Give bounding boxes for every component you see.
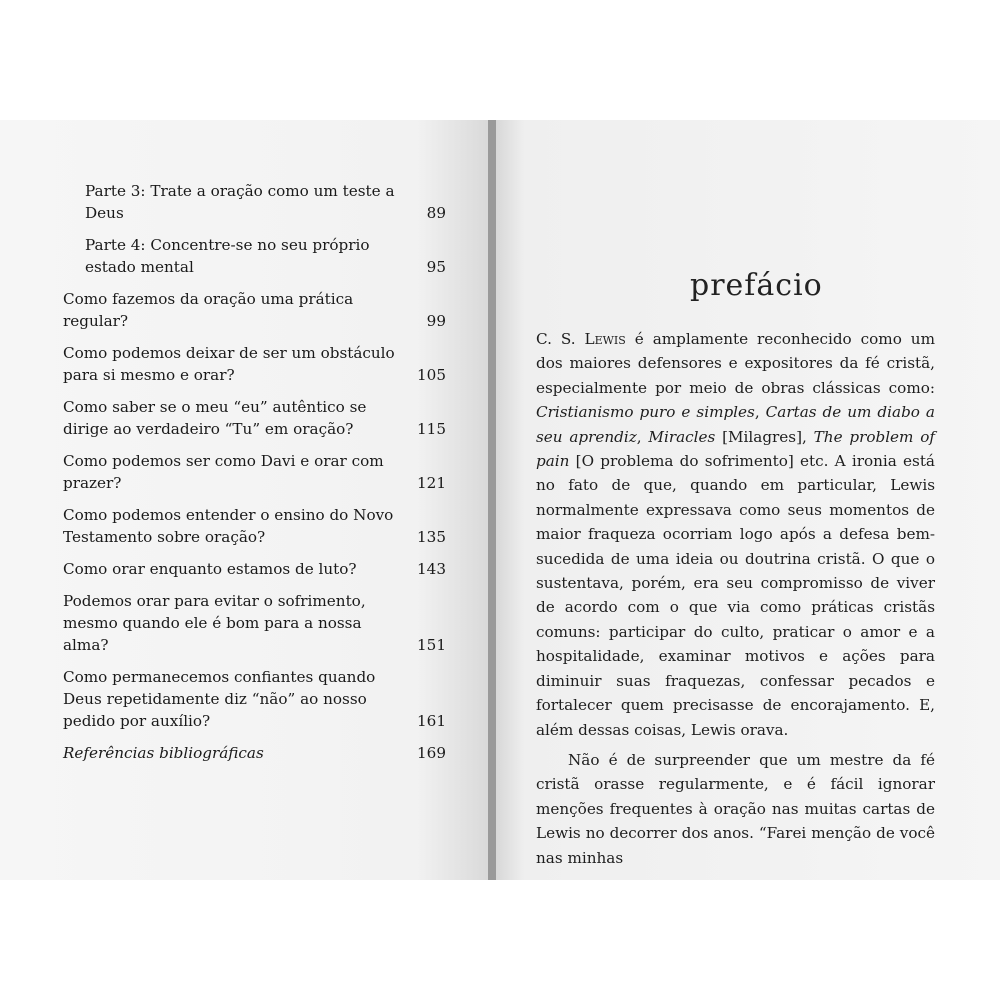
book-title: Cartas de um diabo a seu aprendiz	[536, 403, 935, 446]
text-run: [O problema do sofrimento] etc. A ironia está no fato de que, quando em particular, Lewis normalmente expressava como seus momentos de maior fraqueza ocorriam logo após a defesa bem-sucedida de uma ideia ou doutrina cristã. O que o sustentava, porém, era seu compromisso de viver de acordo com o que via como práticas cristãs comuns: participar do culto, praticar o amor e a hospitalidade, examinar motivos e ações para diminuir suas fraquezas, confessar pecados e fortalecer quem precisasse de encorajamento. E, além dessas coisas, Lewis orava.	[536, 452, 935, 739]
book-title: Miracles	[648, 427, 716, 446]
toc-entry-page: 95	[426, 258, 446, 276]
toc-entry-page: 135	[417, 528, 446, 546]
paragraph	[536, 327, 935, 742]
toc-entry	[63, 558, 446, 580]
toc-entry-page: 99	[426, 312, 446, 330]
toc-entry	[63, 450, 446, 494]
toc-entry-text: Como podemos entender o ensino do Novo Testamento sobre oração?	[63, 506, 394, 546]
toc-entry-page: 161	[417, 712, 446, 730]
toc-entry-text: Como fazemos da oração uma prática regular?	[63, 290, 354, 330]
text-run: ,	[636, 427, 649, 446]
toc-entry-text: Parte 4: Concentre-se no seu próprio estado mental	[85, 236, 370, 276]
toc-entry-page: 89	[426, 204, 446, 222]
toc-entry	[63, 666, 446, 732]
toc-entry-page: 143	[417, 560, 446, 578]
toc-entry	[63, 396, 446, 440]
toc-entry-text: Como podemos ser como Davi e orar com prazer?	[63, 452, 384, 492]
toc-entry	[63, 342, 446, 386]
toc-entry	[63, 288, 446, 332]
toc-entry	[63, 504, 446, 548]
text-run: é amplamente reconhecido como um dos maiores defensores e expositores da fé cristã, especialmente por meio de obras clássicas como:	[536, 330, 935, 397]
toc-entry-text: Como permanecemos confiantes quando Deus repetidamente diz “não” ao nosso pedido por auxílio?	[63, 668, 376, 730]
author-name: C. S. Lewis	[536, 330, 626, 348]
paragraph: Não é de surpreender que um mestre da fé cristã orasse regularmente, e é fácil ignorar menções frequentes à oração nas muitas cartas de Lewis no decorrer dos anos. “Farei menção de você nas minhas	[536, 750, 935, 867]
toc-entry	[63, 590, 446, 656]
book-gutter	[488, 120, 496, 880]
toc-entry-text: Como podemos deixar de ser um obstáculo para si mesmo e orar?	[63, 344, 395, 384]
body-text	[536, 327, 935, 870]
book-title: The problem of pain	[536, 427, 936, 471]
toc-entry-page: 115	[417, 420, 446, 438]
table-of-contents	[63, 180, 446, 774]
toc-entry-text: Parte 3: Trate a oração como um teste a Deus	[85, 182, 395, 222]
toc-entry-text: Referências bibliográficas	[63, 744, 264, 762]
toc-entry-page: 121	[417, 474, 446, 492]
text-run: [Milagres],	[715, 427, 814, 446]
toc-entry-text: Como orar enquanto estamos de luto?	[63, 560, 357, 578]
toc-entry	[63, 234, 446, 278]
toc-entry	[63, 180, 446, 224]
toc-entry-page: 151	[417, 636, 446, 654]
toc-entry-text: Podemos orar para evitar o sofrimento, mesmo quando ele é bom para a nossa alma?	[63, 592, 366, 654]
chapter-title: prefácio	[690, 268, 823, 303]
text-run: ,	[754, 403, 766, 422]
toc-entry-text: Como saber se o meu “eu” autêntico se dirige ao verdadeiro “Tu” em oração?	[63, 398, 367, 438]
book-title: Cristianismo puro e simples	[536, 403, 755, 422]
toc-entry-page: 105	[417, 366, 446, 384]
toc-entry-page: 169	[417, 744, 446, 762]
toc-entry-references	[63, 742, 446, 764]
